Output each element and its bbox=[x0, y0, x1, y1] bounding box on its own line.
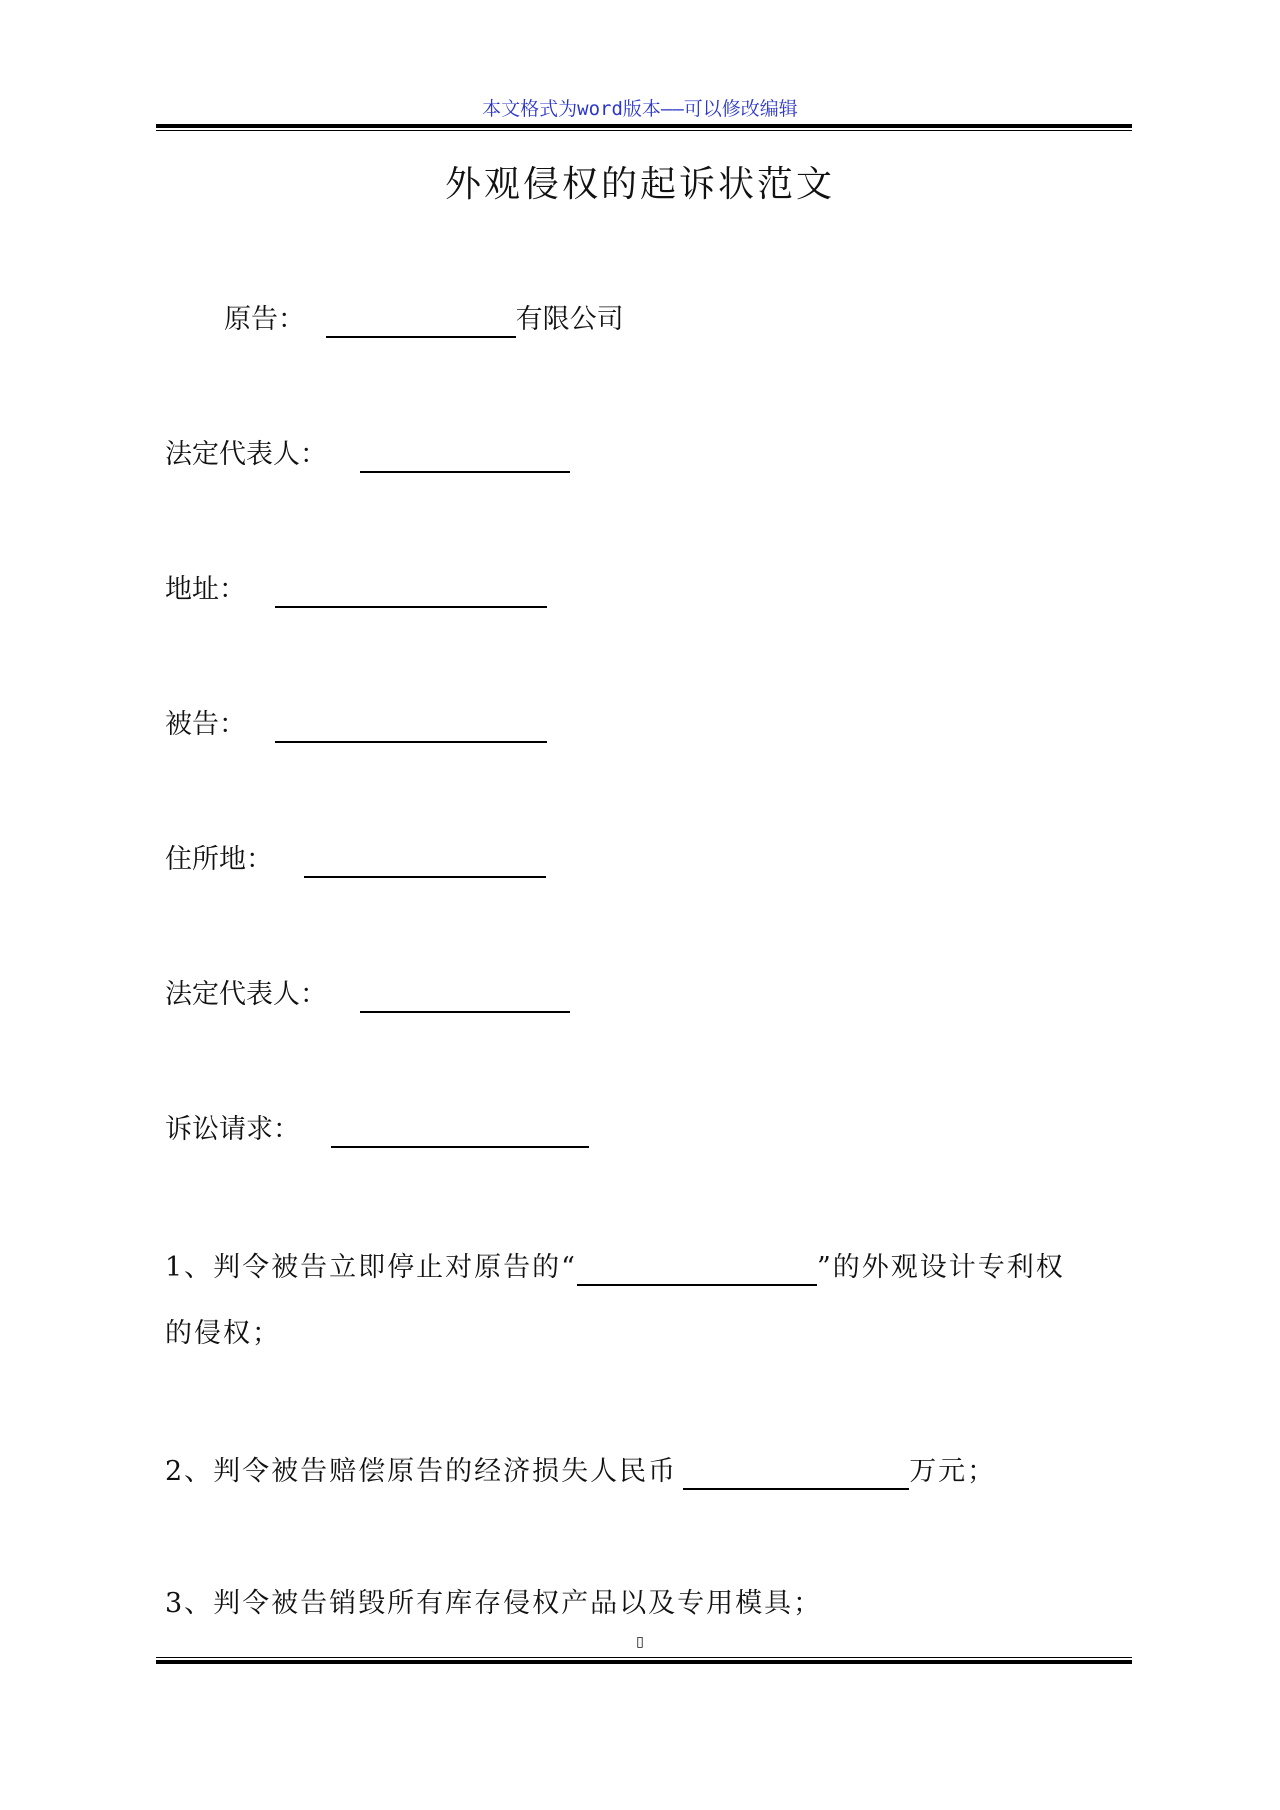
defendant-line bbox=[165, 707, 547, 743]
plaintiff-label: 原告： bbox=[224, 304, 305, 335]
legal-rep-blank[interactable] bbox=[360, 441, 570, 473]
claims-blank[interactable] bbox=[331, 1116, 589, 1148]
legal-rep-label: 法定代表人： bbox=[165, 979, 327, 1010]
claim-1-prefix: 1、判令被告立即停止对原告的“ bbox=[165, 1252, 577, 1283]
address-line bbox=[165, 572, 547, 608]
defendant-label: 被告： bbox=[165, 709, 246, 740]
claim-1-blank[interactable] bbox=[577, 1254, 817, 1286]
legal-rep-line-1 bbox=[165, 437, 570, 473]
claim-1-cont: 的侵权； bbox=[165, 1318, 281, 1349]
legal-rep-blank[interactable] bbox=[360, 981, 570, 1013]
claim-2-prefix: 2、判令被告赔偿原告的经济损失人民币 bbox=[165, 1456, 678, 1487]
document-title: 外观侵权的起诉状范文 bbox=[444, 164, 835, 205]
claim-2-line bbox=[165, 1454, 996, 1490]
residence-line bbox=[165, 842, 546, 878]
plaintiff-line bbox=[224, 302, 624, 338]
claim-2-suffix: 万元； bbox=[909, 1456, 997, 1487]
defendant-blank[interactable] bbox=[275, 711, 547, 743]
address-blank[interactable] bbox=[275, 576, 547, 608]
claim-2-blank[interactable] bbox=[683, 1458, 909, 1490]
header-divider bbox=[156, 124, 1132, 131]
residence-label: 住所地： bbox=[165, 844, 273, 875]
plaintiff-blank[interactable] bbox=[326, 306, 516, 338]
page-marker: ▯ bbox=[636, 1634, 644, 1650]
residence-blank[interactable] bbox=[304, 846, 546, 878]
claims-line bbox=[165, 1112, 589, 1148]
footer-divider bbox=[156, 1657, 1132, 1664]
legal-rep-label: 法定代表人： bbox=[165, 439, 327, 470]
claim-3-line: 3、判令被告销毁所有库存侵权产品以及专用模具； bbox=[165, 1588, 823, 1619]
header-note: 本文格式为word版本——可以修改编辑 bbox=[482, 98, 798, 120]
address-label: 地址： bbox=[165, 574, 246, 605]
plaintiff-suffix: 有限公司 bbox=[515, 304, 624, 335]
claims-label: 诉讼请求： bbox=[165, 1114, 300, 1145]
claim-1-suffix: ”的外观设计专利权 bbox=[816, 1252, 1065, 1283]
claim-1-line bbox=[165, 1250, 1065, 1286]
legal-rep-line-2 bbox=[165, 977, 570, 1013]
